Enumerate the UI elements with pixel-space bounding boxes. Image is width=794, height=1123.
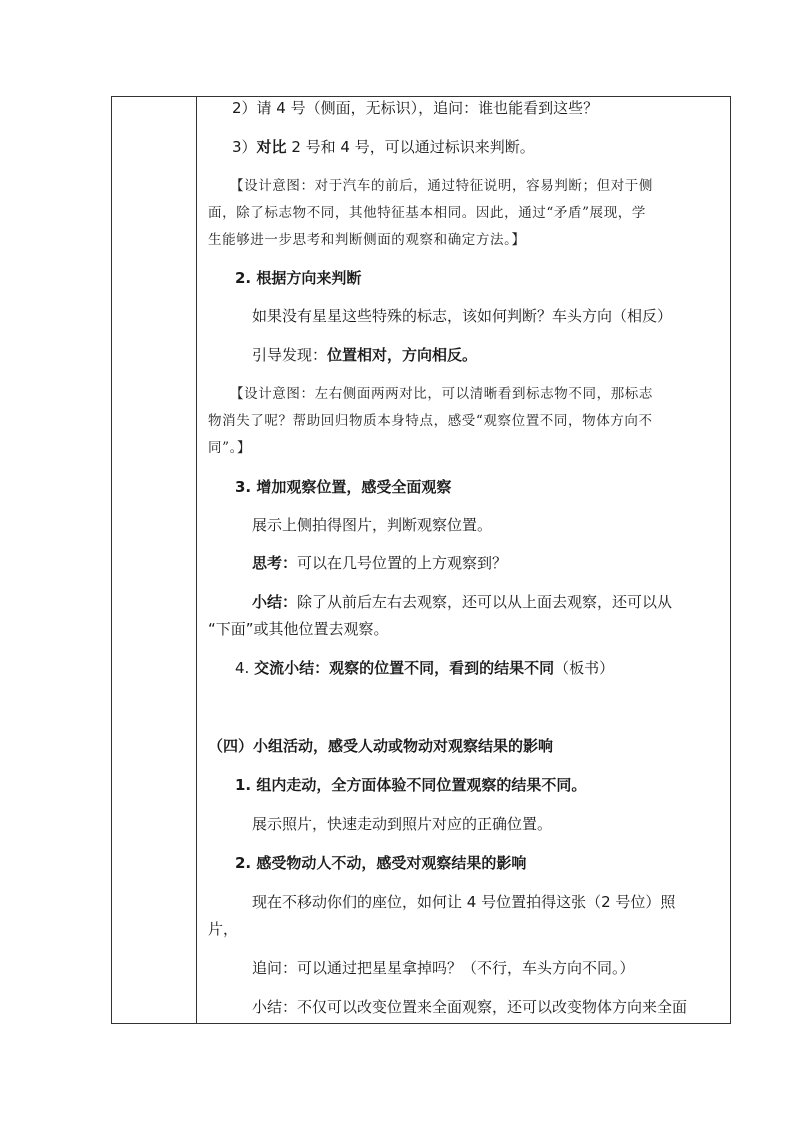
design-intent-2-line-1: 【设计意图：左右侧面两两对比，可以清晰看到标志物不同，那标志 [230,386,653,402]
heading-4-rest: （板书） [554,659,615,677]
para-3c [252,592,672,612]
heading-4 [235,658,614,678]
step-3-rest: 2 号和 4 号，可以通过标识来判断。 [286,138,535,156]
section-4-para-3: 追问：可以通过把星星拿掉吗？（不行，车头方向不同。） [252,959,635,977]
step-2-text: 2）请 4 号（侧面，无标识），追问：谁也能看到这些？ [232,99,599,117]
heading-4-number: 4. [235,659,255,677]
step-3-bold: 对比 [256,138,287,156]
step-3-number: 3） [232,138,257,156]
para-3b [252,553,507,573]
para-2b-prefix: 引导发现： [252,346,328,364]
para-3c-rest: 除了从前后左右去观察，还可以从上面去观察，还可以从 [297,593,673,611]
section-4-heading-2: 2. 感受物动人不动，感受对观察结果的影响 [235,854,527,872]
column-divider [196,97,197,1023]
section-4-para-4: 小结：不仅可以改变位置来全面观察，还可以改变物体方向来全面 [252,998,688,1016]
design-intent-1-line-3: 生能够进一步思考和判断侧面的观察和确定方法。】 [208,232,526,248]
para-3a: 展示上侧拍得图片，判断观察位置。 [252,516,493,534]
heading-4-bold: 交流小结：观察的位置不同，看到的结果不同 [254,659,555,677]
section-4-para-2b: 片， [208,920,239,938]
section-4-heading-1: 1. 组内走动，全方面体验不同位置观察的结果不同。 [235,776,587,794]
para-3b-bold: 思考： [252,554,298,572]
para-3b-rest: 可以在几号位置的上方观察到？ [297,554,508,572]
design-intent-2-line-3: 同”。】 [208,440,252,456]
heading-3: 3. 增加观察位置，感受全面观察 [235,478,452,496]
heading-2: 2. 根据方向来判断 [235,269,362,287]
para-3c-bold: 小结： [252,593,298,611]
section-4-para-2a: 现在不移动你们的座位，如何让 4 号位置拍得这张（2 号位）照 [252,893,676,911]
para-2a: 如果没有星星这些特殊的标志，该如何判断？车头方向（相反） [252,307,673,325]
para-2b [252,345,477,365]
section-4-title: （四）小组活动，感受人动或物动对观察结果的影响 [208,737,554,755]
design-intent-1-line-1: 【设计意图：对于汽车的前后，通过特征说明，容易判断；但对于侧 [230,178,653,194]
para-2b-bold: 位置相对，方向相反。 [327,346,478,364]
section-4-para-1: 展示照片，快速走动到照片对应的正确位置。 [252,815,553,833]
design-intent-1-line-2: 面，除了标志物不同，其他特征基本相同。因此，通过“矛盾”展现，学 [208,205,647,221]
design-intent-2-line-2: 物消失了呢？帮助回归物质本身特点，感受“观察位置不同，物体方向不 [208,413,653,429]
step-3-text [232,137,535,157]
para-3d: “下面”或其他位置去观察。 [208,620,389,638]
